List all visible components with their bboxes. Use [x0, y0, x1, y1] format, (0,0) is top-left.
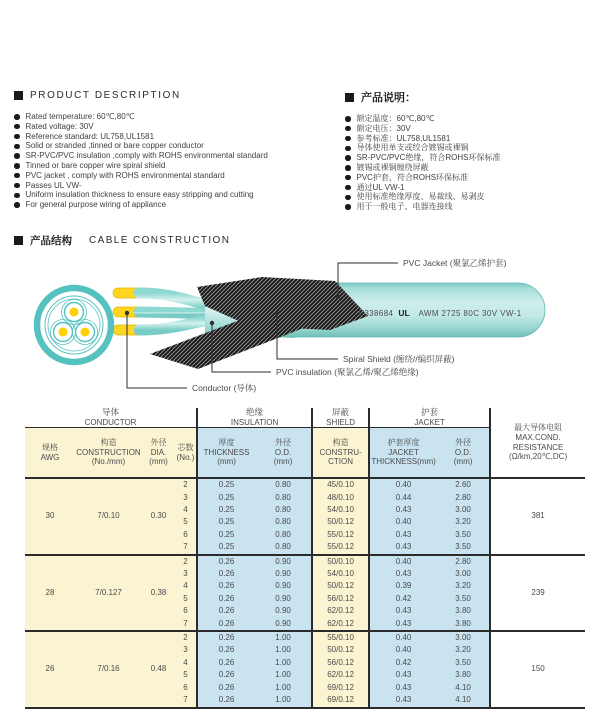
circle-bullet-icon [14, 183, 20, 189]
table-row [25, 631, 585, 644]
circle-bullet-icon [345, 136, 351, 142]
description-item [14, 190, 344, 200]
jacket-od-cell: 3.50 [437, 593, 490, 605]
cores-cell: 6 [175, 529, 197, 541]
note-item [345, 153, 595, 163]
cores-cell: 7 [175, 541, 197, 554]
jacket-od-cell: 3.50 [437, 541, 490, 554]
bullet-text: 额定温度：60℃,80℃ [356, 114, 435, 123]
jacket-od-cell: 3.80 [437, 669, 490, 681]
label-conductor: Conductor (导体) [192, 383, 257, 393]
group-header-row [25, 408, 585, 428]
insulation-callout-dot [210, 321, 214, 325]
cores-cell: 2 [175, 478, 197, 491]
shield-construction-cell: 69/0.12 [312, 682, 369, 694]
note-item [345, 163, 595, 173]
bullet-text: 参考标准：UL758,UL1581 [356, 133, 451, 143]
jacket-od-cell: 2.60 [437, 478, 490, 491]
note-item [345, 134, 595, 144]
jacket-od-cell: 3.20 [437, 580, 490, 592]
jacket-od-cell: 3.80 [437, 618, 490, 631]
jacket-thickness-cell: 0.43 [369, 669, 437, 681]
shield-construction-cell: 62/0.12 [312, 669, 369, 681]
cable-construction-heading [14, 233, 230, 248]
insulation-thickness-cell: 0.26 [197, 555, 255, 568]
cable-cross-section [37, 288, 111, 362]
description-item [14, 141, 344, 151]
jacket-od-cell: 3.20 [437, 644, 490, 656]
jacket-od-cell: 2.80 [437, 492, 490, 504]
column-header-shield-construction: 构造 CONSTRU- CTION [312, 428, 369, 479]
note-item [345, 192, 595, 202]
shield-construction-cell: 55/0.12 [312, 529, 369, 541]
label-pvc-jacket: PVC Jacket (聚氯乙烯护套) [403, 258, 507, 268]
bullet-text: For general purpose wiring of appliance [25, 200, 167, 210]
insulation-od-cell: 0.90 [255, 618, 312, 631]
bullet-text: SR-PVC/PVC insulation ,comply with ROHS environmental standard [25, 151, 268, 161]
circle-bullet-icon [14, 163, 20, 169]
circle-bullet-icon [345, 165, 351, 171]
description-item [14, 122, 344, 132]
square-bullet-icon [14, 91, 23, 100]
cross-section-core-top [62, 300, 87, 325]
insulation-thickness-cell: 0.25 [197, 516, 255, 528]
construction-cell: 7/0.10 [75, 478, 142, 554]
jacket-thickness-cell: 0.43 [369, 694, 437, 707]
column-header-ins-od: 外径 O.D. (mm) [255, 428, 312, 479]
circle-bullet-icon [345, 204, 351, 210]
product-notes-heading [345, 89, 416, 105]
description-item [14, 200, 344, 210]
resistance-cell: 239 [490, 555, 585, 631]
column-header-resistance: 最大导体电阻 MAX.COND. RESISTANCE (Ω/km,20℃,DC) [490, 408, 585, 478]
cores-cell: 2 [175, 555, 197, 568]
group-header-shield: 屏蔽 SHIELD [312, 408, 369, 428]
cross-section-core-right [73, 320, 98, 345]
heading-cn: 产品结构 [30, 235, 72, 247]
insulation-od-cell: 0.90 [255, 568, 312, 580]
bullet-text: 导体使用单支或绞合镀锡或裸铜 [356, 143, 469, 153]
bullet-text: SR-PVC/PVC绝缘，符合ROHS环保标准 [356, 153, 501, 163]
jacket-od-cell: 3.50 [437, 657, 490, 669]
insulation-thickness-cell: 0.26 [197, 694, 255, 707]
jacket-thickness-cell: 0.40 [369, 555, 437, 568]
jacket-thickness-cell: 0.43 [369, 529, 437, 541]
cores-cell: 5 [175, 593, 197, 605]
conductor-callout-dot [125, 311, 129, 315]
cores-cell: 4 [175, 504, 197, 516]
cores-cell: 2 [175, 631, 197, 644]
jacket-od-cell: 3.50 [437, 529, 490, 541]
circle-bullet-icon [14, 114, 20, 120]
jacket-thickness-cell: 0.40 [369, 631, 437, 644]
shield-construction-cell: 55/0.12 [312, 541, 369, 554]
description-item [14, 112, 344, 122]
product-notes-list [345, 114, 595, 212]
shield-construction-cell: 50/0.12 [312, 644, 369, 656]
bullet-text: Rated temperature: 60℃,80℃ [25, 112, 135, 121]
shield-callout-dot [275, 311, 279, 315]
cable-diagram [0, 250, 603, 400]
insulation-od-cell: 1.00 [255, 657, 312, 669]
description-item [14, 132, 344, 142]
insulation-od-cell: 1.00 [255, 644, 312, 656]
spec-table [25, 408, 585, 709]
column-header-construction: 构造 CONSTRUCTION (No./mm) [75, 428, 142, 479]
insulation-od-cell: 1.00 [255, 631, 312, 644]
jacket-thickness-cell: 0.42 [369, 657, 437, 669]
resistance-cell: 150 [490, 631, 585, 707]
insulation-od-cell: 0.90 [255, 580, 312, 592]
cores-cell: 3 [175, 492, 197, 504]
bullet-text: Solid or stranded ,tinned or bare copper conductor [25, 141, 204, 151]
jacket-thickness-cell: 0.43 [369, 568, 437, 580]
shield-construction-cell: 55/0.10 [312, 631, 369, 644]
bullet-text: 用于一般电子、电器连接线 [356, 202, 453, 212]
bullet-text: 通过UL VW-1 [356, 182, 405, 192]
jacket-od-cell: 4.10 [437, 682, 490, 694]
insulation-od-cell: 1.00 [255, 682, 312, 694]
ul-mark-icon: UL [398, 308, 410, 318]
column-header-jacket-od: 外径 O.D. (mm) [437, 428, 490, 479]
shield-construction-cell: 69/0.12 [312, 694, 369, 707]
group-header-insulation: 绝缘 INSULATION [197, 408, 312, 428]
group-header-jacket: 护套 JACKET [369, 408, 490, 428]
insulation-thickness-cell: 0.26 [197, 631, 255, 644]
insulation-thickness-cell: 0.25 [197, 478, 255, 491]
cores-cell: 5 [175, 669, 197, 681]
jacket-thickness-cell: 0.43 [369, 618, 437, 631]
circle-bullet-icon [345, 155, 351, 161]
insulation-thickness-cell: 0.25 [197, 541, 255, 554]
circle-bullet-icon [345, 116, 351, 122]
dia-cell: 0.38 [142, 555, 175, 631]
square-bullet-icon [14, 236, 23, 245]
jacket-od-cell: 3.00 [437, 568, 490, 580]
insulation-od-cell: 0.90 [255, 593, 312, 605]
bullet-text: 镀锡或裸铜缠绕屏蔽 [356, 162, 429, 172]
circle-bullet-icon [14, 173, 20, 179]
jacket-thickness-cell: 0.44 [369, 492, 437, 504]
note-item [345, 183, 595, 193]
bullet-text: Reference standard: UL758,UL1581 [25, 131, 155, 141]
bullet-text: Uniform insulation thickness to ensure easy stripping and cutting [25, 190, 254, 200]
heading-en: CABLE CONSTRUCTION [89, 235, 231, 246]
jacket-thickness-cell: 0.43 [369, 504, 437, 516]
insulation-thickness-cell: 0.26 [197, 657, 255, 669]
jacket-od-cell: 3.00 [437, 631, 490, 644]
note-item [345, 173, 595, 183]
column-header-cores: 芯数 (No.) [175, 428, 197, 479]
shield-construction-cell: 54/0.10 [312, 568, 369, 580]
bullet-text: PVC护套，符合ROHS环保标准 [356, 172, 469, 182]
insulation-thickness-cell: 0.25 [197, 529, 255, 541]
cores-cell: 4 [175, 657, 197, 669]
insulation-thickness-cell: 0.26 [197, 605, 255, 617]
awg-cell: 26 [25, 631, 75, 707]
insulation-thickness-cell: 0.26 [197, 580, 255, 592]
cores-cell: 6 [175, 682, 197, 694]
group-header-conductor: 导体 CONDUCTOR [25, 408, 197, 428]
jacket-thickness-cell: 0.40 [369, 644, 437, 656]
column-header-awg: 规格 AWG [25, 428, 75, 479]
shield-construction-cell: 56/0.12 [312, 657, 369, 669]
shield-construction-cell: 62/0.12 [312, 605, 369, 617]
heading-text: PRODUCT DESCRIPTION [30, 90, 181, 101]
shield-construction-cell: 48/0.10 [312, 492, 369, 504]
note-item [345, 202, 595, 212]
description-item [14, 171, 344, 181]
circle-bullet-icon [345, 175, 351, 181]
description-item [14, 161, 344, 171]
dia-cell: 0.30 [142, 478, 175, 554]
bullet-text: 额定电压：30V [356, 123, 411, 133]
insulation-od-cell: 0.80 [255, 504, 312, 516]
insulation-od-cell: 0.80 [255, 529, 312, 541]
product-description-heading [14, 90, 181, 101]
jacket-thickness-cell: 0.39 [369, 580, 437, 592]
jacket-print-file-number: E338684 [358, 309, 394, 318]
description-item [14, 181, 344, 191]
insulation-od-cell: 0.80 [255, 492, 312, 504]
circle-bullet-icon [14, 134, 20, 140]
insulation-thickness-cell: 0.26 [197, 593, 255, 605]
awg-cell: 30 [25, 478, 75, 554]
jacket-print-rating: AWM 2725 80C 30V VW-1 [418, 309, 522, 318]
jacket-thickness-cell: 0.40 [369, 478, 437, 491]
insulation-thickness-cell: 0.26 [197, 644, 255, 656]
cores-cell: 5 [175, 516, 197, 528]
shield-construction-cell: 50/0.10 [312, 555, 369, 568]
circle-bullet-icon [14, 202, 20, 208]
circle-bullet-icon [14, 193, 20, 199]
table-row [25, 555, 585, 568]
bullet-text: Rated voltage: 30V [25, 121, 94, 131]
note-item [345, 124, 595, 134]
description-item [14, 151, 344, 161]
jacket-thickness-cell: 0.43 [369, 541, 437, 554]
cross-section-core-left [51, 320, 76, 345]
insulation-od-cell: 0.90 [255, 555, 312, 568]
shield-construction-cell: 54/0.10 [312, 504, 369, 516]
jacket-od-cell: 3.20 [437, 516, 490, 528]
insulation-od-cell: 0.80 [255, 541, 312, 554]
cores-cell: 7 [175, 694, 197, 707]
insulation-thickness-cell: 0.26 [197, 669, 255, 681]
column-header-ins-thickness: 厚度 THICKNESS (mm) [197, 428, 255, 479]
construction-cell: 7/0.16 [75, 631, 142, 707]
jacket-thickness-cell: 0.40 [369, 516, 437, 528]
jacket-thickness-cell: 0.42 [369, 593, 437, 605]
shield-construction-cell: 45/0.10 [312, 478, 369, 491]
shield-construction-cell: 62/0.12 [312, 618, 369, 631]
table-row [25, 478, 585, 491]
awg-cell: 28 [25, 555, 75, 631]
bullet-text: PVC jacket , comply with ROHS environmental standard [25, 170, 225, 180]
circle-bullet-icon [345, 195, 351, 201]
label-pvc-insulation: PVC insulation (聚氯乙烯/聚乙烯绝缘) [276, 367, 419, 377]
product-description-list [14, 112, 344, 210]
jacket-od-cell: 4.10 [437, 694, 490, 707]
shield-construction-cell: 50/0.12 [312, 516, 369, 528]
circle-bullet-icon [345, 146, 351, 152]
jacket-thickness-cell: 0.43 [369, 682, 437, 694]
insulation-thickness-cell: 0.25 [197, 504, 255, 516]
shield-construction-cell: 50/0.12 [312, 580, 369, 592]
bullet-text: Passes UL VW- [25, 180, 82, 190]
dia-cell: 0.48 [142, 631, 175, 707]
insulation-thickness-cell: 0.26 [197, 618, 255, 631]
heading-text: 产品说明： [361, 92, 416, 104]
insulation-thickness-cell: 0.26 [197, 568, 255, 580]
column-header-jacket-thickness: 护套厚度 JACKET THICKNESS(mm) [369, 428, 437, 479]
circle-bullet-icon [14, 153, 20, 159]
cores-cell: 3 [175, 568, 197, 580]
bullet-text: 使用标准绝缘厚度、易裁线、易剥皮 [356, 192, 485, 202]
insulation-od-cell: 0.90 [255, 605, 312, 617]
bullet-text: Tinned or bare copper wire spiral shield [25, 160, 166, 170]
insulation-od-cell: 0.80 [255, 478, 312, 491]
cores-cell: 4 [175, 580, 197, 592]
construction-cell: 7/0.127 [75, 555, 142, 631]
circle-bullet-icon [14, 124, 20, 130]
cores-cell: 6 [175, 605, 197, 617]
circle-bullet-icon [345, 126, 351, 132]
jacket-od-cell: 3.80 [437, 605, 490, 617]
note-item [345, 143, 595, 153]
column-header-dia: 外径 DIA. (mm) [142, 428, 175, 479]
circle-bullet-icon [14, 144, 20, 150]
shield-construction-cell: 56/0.12 [312, 593, 369, 605]
square-bullet-icon [345, 93, 354, 102]
insulation-od-cell: 1.00 [255, 669, 312, 681]
circle-bullet-icon [345, 185, 351, 191]
resistance-cell: 381 [490, 478, 585, 554]
jacket-od-cell: 3.00 [437, 504, 490, 516]
insulation-thickness-cell: 0.25 [197, 492, 255, 504]
label-spiral-shield: Spiral Shield (缠绕//编织屏蔽) [343, 354, 455, 364]
jacket-callout-dot [336, 295, 340, 299]
cores-cell: 3 [175, 644, 197, 656]
jacket-od-cell: 2.80 [437, 555, 490, 568]
insulation-thickness-cell: 0.26 [197, 682, 255, 694]
insulation-od-cell: 0.80 [255, 516, 312, 528]
jacket-print [359, 308, 522, 318]
cores-cell: 7 [175, 618, 197, 631]
insulation-od-cell: 1.00 [255, 694, 312, 707]
jacket-thickness-cell: 0.43 [369, 605, 437, 617]
note-item [345, 114, 595, 124]
